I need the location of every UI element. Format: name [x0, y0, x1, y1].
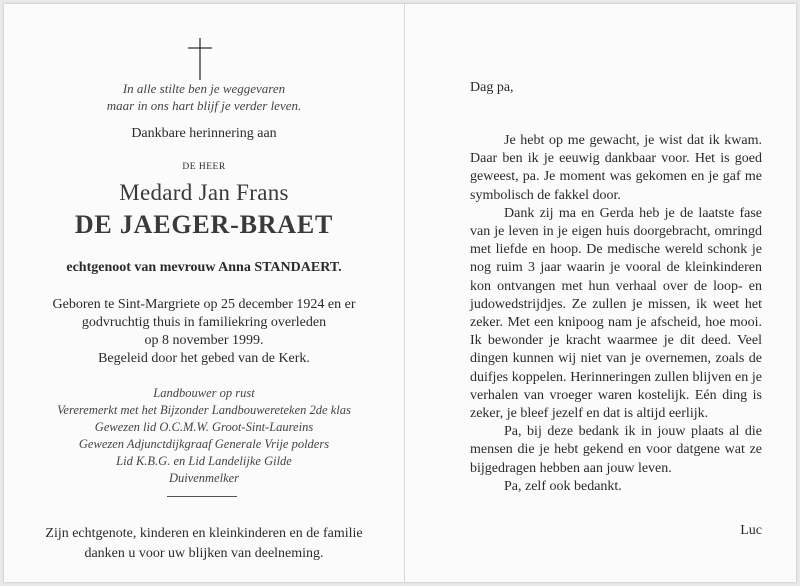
divider: [167, 496, 237, 497]
letter-greeting: Dag pa,: [470, 80, 514, 95]
letter-paragraph: Dank zij ma en Gerda heb je de laatste fase van je leven in je eigen huis doorgebracht, omringd met liefde en hoop. De medische wereld schonk je nog ruim 3 jaar waarin je vooral de kleinkinderen kon ontvangen met hun verhaal over de loop- en judowedstrijdjes. Ze zullen je missen, ik weet het zeker. Met een knipoog nam je afscheid, hoe mooi. Ik bewonder je kracht waarmee je dit deed. Veel dingen kunnen wij niet van je overnemen, zoals de duifjes koppelen. Herinneringen zullen blijven en je verhalen van vroeger waren kostelijk. Eén ding is zeker, je bleef jezelf en dat is altijd eerlijk.: [470, 205, 762, 422]
occupation-item: Duivenmelker: [168, 471, 240, 485]
born-line: Begeleid door het gebed van de Kerk.: [98, 351, 310, 366]
given-names: Medard Jan Frans: [119, 180, 289, 205]
born-line: godvruchtig thuis in familiekring overleden: [81, 315, 327, 330]
letter-paragraph: Pa, zelf ook bedankt.: [504, 478, 622, 494]
born-line: op 8 november 1999.: [144, 333, 264, 348]
letter-body: [470, 132, 762, 496]
occupation-item: Landbouwer op rust: [153, 386, 255, 400]
spouse-line: echtgenoot van mevrouw Anna STANDAERT.: [66, 260, 342, 275]
letter-paragraph: Je hebt op me gewacht, je wist dat ik kwam. Daar ben ik je eeuwig dankbaar voor. Het is goed geweest, pa. Je moment was gekomen en je gaf me symbolisch de fakkel door.: [470, 133, 762, 203]
occupation-item: Gewezen lid O.C.M.W. Groot-Sint-Laureins: [94, 420, 314, 434]
motto-line: maar in ons hart blijf je verder leven.: [106, 98, 302, 113]
occupation-item: Gewezen Adjunctdijkgraaf Generale Vrije polders: [78, 437, 330, 451]
birth-death-text: [24, 296, 384, 368]
intro-text: Dankbare herinnering aan: [131, 126, 277, 141]
motto-line: In alle stilte ben je weggevaren: [122, 81, 286, 96]
thanks-line: Zijn echtgenote, kinderen en kleinkinderen en de familie: [45, 526, 363, 541]
family-thanks: [14, 524, 394, 564]
right-panel: [470, 4, 762, 582]
occupation-item: Vereremerkt met het Bijzonder Landbouwereteken 2de klas: [57, 403, 351, 417]
letter-signature: Luc: [740, 523, 762, 538]
born-line: Geboren te Sint-Margriete op 25 december 1924 en er: [52, 297, 356, 312]
thanks-line: danken u voor uw blijken van deelneming.: [84, 546, 324, 561]
occupation-item: Lid K.B.G. en Lid Landelijke Gilde: [116, 454, 292, 468]
fold-line: [404, 4, 405, 582]
cross-icon: [185, 37, 215, 81]
surname: DE JAEGER-BRAET: [74, 210, 334, 239]
honorific: DE HEER: [182, 162, 226, 172]
motto: [34, 80, 374, 114]
memorial-card: [4, 4, 796, 582]
left-panel: [4, 4, 404, 582]
occupations-list: [24, 385, 384, 487]
letter-paragraph: Pa, bij deze bedank ik in jouw plaats al die mensen die je hebt gekend en voor datgene wat ze bijgedragen hebben aan jouw leven.: [470, 424, 762, 476]
